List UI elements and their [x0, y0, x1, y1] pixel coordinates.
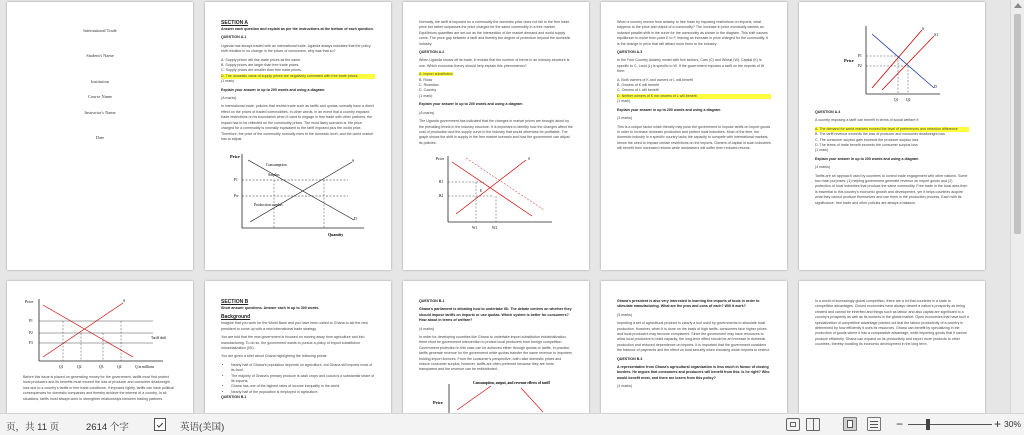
option: C. The consumer surplus gain exceeds the producer surplus loss — [815, 137, 919, 142]
question-a2-text: When Uganda shows off its trade, it reveals that the number of forms in an industry structure is one. Which economic theory should help explain this phenomenon? — [419, 58, 570, 68]
cover-title: International Trade — [83, 28, 117, 33]
option: D. Country — [419, 88, 437, 93]
label-s1: S1 — [934, 33, 939, 37]
label-q2: Q2 — [77, 365, 82, 369]
label-d: D — [934, 85, 937, 89]
marks: (1 mark) — [419, 93, 433, 98]
label-p3: P3 — [29, 341, 33, 345]
scrollbar-up-arrow[interactable] — [1014, 3, 1022, 8]
question-b3-label: QUESTION B.3 — [617, 356, 643, 361]
explain-instruction: Explain your answer in up to 200 words and using a diagram — [815, 156, 919, 161]
zoom-in-button[interactable]: + — [994, 417, 1002, 431]
label-surplus: Surplus — [268, 173, 280, 178]
label-p1: P1 — [234, 178, 238, 183]
chart-title: Consumption, output, and revenue effects of tariff — [473, 380, 550, 385]
question-a4-text: A country imposing a tariff can benefit in terms of social welfare if: — [815, 118, 920, 123]
zoom-slider[interactable] — [908, 424, 992, 425]
focus-mode-icon[interactable] — [786, 418, 800, 431]
question-a1-options — [221, 58, 375, 80]
label-p2: P2 — [858, 64, 862, 68]
body-text: When a country moves from autarky to free trade by imposing restrictions on imports, what happens to the price and output of a commodity? The increase in price eventually causes an outward parallel shift in the curve for the commodity as shown in the diagram. This shift causes equilibrium to move from point E to F, leaving an increase in price charged for the commodity. It is the change in price that will attract more firms to the industry. — [617, 20, 769, 46]
option: D. The terms of trade benefit exceeds the consumer surplus loss — [815, 143, 918, 148]
y-axis-label: Price — [436, 156, 445, 162]
label-p1: P1 — [858, 54, 862, 58]
body-text: You are given a brief about Ghana highlighting the following points: — [221, 354, 328, 359]
option: C. Ricardian — [419, 83, 439, 88]
label-p2: P2 — [29, 331, 33, 335]
question-a3-options — [617, 78, 771, 100]
list-item: • Nearly half of the population is employed in agriculture. — [231, 390, 375, 395]
label-supply: S — [528, 157, 530, 162]
supply-demand-diagram — [842, 22, 942, 104]
zoom-slider-thumb[interactable] — [926, 419, 930, 430]
option: C. Supply prices are smaller than free trade prices. — [221, 68, 302, 73]
page-5[interactable] — [799, 2, 985, 270]
body-text: You are told that the new government is focused on moving away from agriculture and into manufacturing. To do so, the government wants to pursue a policy of import substitution industrialization (ISI). — [221, 335, 365, 351]
answer-text: This is a unique factor which literally may push the government to impose tariffs on import goods in order to increase domestic production and protect local industries. Most of the time, the domestic industry in a specific country lacks the capacity to compete with international markets, hence the need to impose certain restrictions on the imports. Owners of capital in such industries will benefit from increased returns while landowners will suffer from reduced returns. — [617, 124, 771, 151]
explain-instruction: Explain your answer in up to 200 words and using a diagram — [221, 87, 325, 92]
x-axis-label: Quantity — [328, 232, 344, 238]
marks: (1 mark) — [617, 99, 631, 104]
y-axis-label: Price — [433, 399, 443, 405]
page-7[interactable] — [205, 281, 391, 413]
option: B. Ricks — [419, 77, 433, 82]
question-b1-label: QUESTION B.1 — [221, 395, 247, 400]
answer-text: In order for developing countries like Ghana to undertake import substitution industrialization, there must be government intervention to protect local producers from foreign competition. Government protection in this case can be achieved either through quotas or tariffs. In practice, tariffs generate revenue for the government while quotas transfer the same revenue to importers holding import licences. From the consumer's perspective, both raise domestic prices and reduce consumer surplus; however, tariffs are often preferred because they are more transparent and the revenue can be redistributed. — [419, 335, 572, 372]
page-3[interactable] — [403, 2, 589, 270]
label-w1: W1 — [472, 226, 478, 231]
question-a3-label: QUESTION A.3 — [617, 50, 643, 55]
section-a-intro: Answer each question and explain as per the instructions at the bottom of each question. — [221, 27, 374, 31]
answer-text: Tariffs are an approach used by countries to control trade engagement with other nations. Some two main purposes: (1) helping government generate revenue on import goods and (2) protection of local industries that produce the same commodity. Free trade in the local area then is essential to this country's economic growth and development, yet it helps countries acquire what they cannot produce themselves and use them in the production process. Each with its significance, free trade and other policies are always a balance. — [815, 173, 968, 205]
cover-course: Course Name — [87, 94, 113, 100]
explain-instruction: Explain your answer in up to 200 words and using a diagram — [419, 102, 523, 107]
option-highlighted: D. The domestic value of supply prices are negatively correlated with free trade prices. — [221, 74, 375, 79]
option: C. Owners of L will benefit — [617, 88, 659, 93]
tariff-diagram — [228, 148, 368, 238]
question-a1-label: QUESTION A.1 — [221, 35, 247, 40]
question-b2-text: Ghana's president is also very interested in learning the imports of tools in order to stimulate manufacturing. What are the pros and cons of each? Will it work? — [617, 299, 760, 309]
question-a2-options — [419, 72, 573, 94]
label-b1: B1 — [439, 180, 444, 185]
list-item: • Ghana has one of the highest rates of income inequality in the world. — [231, 384, 375, 389]
proofing-icon[interactable] — [154, 418, 166, 431]
question-b3-text: A representative from Ghana's agricultural organization is less much in favour of closing borders. He argues that consumers and producers will benefit from this. Is he right? Who would benefit most, and there are losers from this policy? — [617, 365, 770, 380]
label-s: S — [922, 27, 925, 31]
body-text: Before this issue is placed on generating money for the government, tariffs must first protect local producers and its benefits must exceed the loss of producer and consumer deadweight loss due to a country's tariffs in free trade conditions. If imposed rightly, tariffs can have political consequences for domestic companies and thereby achieve the interest of a country. In all situations, tariffs must always work to strengthen relationships between trading partners. — [23, 375, 174, 401]
list-item: • Nearly half of Ghana's population depends on agriculture, but Ghana still imports most of its food. — [231, 363, 375, 374]
page-count[interactable]: 页，共 11 页 — [6, 422, 60, 433]
page-8[interactable] — [403, 281, 589, 413]
section-a-heading: SECTION A — [221, 20, 249, 26]
y-axis-label: Price — [25, 299, 34, 304]
print-layout-icon[interactable] — [843, 417, 857, 431]
label-q4: Q4 — [117, 365, 122, 369]
explain-instruction: Explain your answer in up to 200 words and using a diagram — [617, 107, 721, 112]
tariff-effects-diagram — [431, 376, 561, 413]
option: A. Both owners of K and owners of L will benefit — [617, 77, 693, 82]
status-bar — [0, 413, 1024, 435]
label-w2: W2 — [492, 226, 498, 231]
body-text: In a world of increasingly global competition, there are a lot that countries in a state to competitive advantages. Closed economies have always viewed a nation's prosperity as being created and cannot be inherited and things such as labour and also capital are significant to a country's prosperity as well as its workers in the global market. Open economies that have built a specialization of competitive advantage pointed out that the labour productivity of a country is determined by how efficiently it uses its resources. Ghana can benefit by specializing in the production of goods where it has a comparative advantage, while importing goods that it cannot produce efficiently. Ghana can expand on its productivity and export more products to other countries, thereby boosting its economic development in the long term. — [815, 299, 969, 347]
scrollbar-thumb[interactable] — [1014, 14, 1021, 234]
brief-list — [221, 363, 375, 395]
option-highlighted: D. Neither owners of K nor owners of L will benefit — [617, 94, 771, 99]
section-b-intro: Short answer questions. Answer each in up to 300 words. — [221, 306, 320, 310]
question-a3-text: In the Four Country Autarky model with five sectors, Cars (C) and Wheat (W), Capital (K) is specific to C, Land (L) is specific to W. If the government imposes a tariff on the imports of W then: — [617, 58, 765, 74]
answer-text: Importing a set of agricultural produce is clearly a tool used by governments to stimulate local production. However, when it is done on the basis of high tariffs, consumers face higher prices and local producers may become complacent. Since the government may have resources to allow local producers to build capacity, the long-term effect should be an increase in domestic production and reduced dependence on imports. It is important that the government considers the balance of payments and the effect on food security when choosing which imports to restrict. — [617, 321, 770, 353]
page-4[interactable] — [601, 2, 787, 270]
cover-institution: Institution — [90, 78, 110, 84]
zoom-out-button[interactable]: − — [896, 417, 904, 431]
language-indicator[interactable]: 英语(美国) — [180, 422, 225, 433]
cover-instructor: Instructor's Name — [84, 109, 116, 115]
option: B. Supply prices are larger than free trade prices. — [221, 63, 300, 68]
question-a4-options — [815, 127, 969, 149]
page-1[interactable] — [7, 2, 193, 270]
marks: (1 mark) — [221, 79, 235, 84]
y-axis-label: Price — [230, 154, 240, 160]
answer-marks: (4 marks) — [617, 384, 633, 389]
page-9[interactable] — [601, 281, 787, 413]
marks: (1 mark) — [815, 148, 829, 153]
list-item: • The majority of Ghana's primary produce is cash crops and cocoa is a substantial share of its exports. — [231, 374, 375, 385]
label-q1: Q1 — [894, 98, 899, 102]
body-text: Imagine that you work for the World Bank and you have been called to Ghana to aid the new president to come up with a new international trade strategy. — [221, 321, 368, 331]
page-6[interactable] — [7, 281, 193, 413]
page-2[interactable] — [205, 2, 391, 270]
label-production-surplus: Production surplus — [254, 203, 283, 208]
read-mode-icon[interactable] — [806, 418, 820, 431]
answer-text: The Uganda government has indicated that the changes in market prices are brought about by the prevailing levels in the industry structure. It is important to identify how the changes affect the cost of production and the supply curve in the industry that would otherwise be profitable. The graph shows the shift in supply in the free market scenario and how the government can adjust its policies. — [419, 119, 573, 145]
label-consumption: Consumption — [266, 163, 287, 168]
supply-shift-diagram — [436, 152, 556, 234]
label-demand: D — [354, 217, 357, 222]
label-q2: Q2 — [906, 98, 911, 102]
page-10[interactable] — [799, 281, 985, 413]
web-layout-icon[interactable] — [867, 417, 881, 431]
answer-marks: (3 marks) — [617, 116, 633, 121]
section-b-heading: SECTION B — [221, 299, 249, 305]
word-count[interactable]: 2614 个字 — [86, 422, 129, 433]
option-highlighted: A. The demand for world markets exceed the level of preferences and retention difference — [815, 127, 969, 132]
answer-text: In international trade, policies that restrict trade such as tariffs and quotas normally have a direct effect on the prices of traded commodities. In other words, in an event that a country imposed trade restrictions on its boundaries when it used to engage in free trade with other partners, the impact has to be reflected on the commodity prices. The most likely scenario is, the price charged for a commodity is normally equivalent to the tariff imposed plus the world price. Therefore, the price of the commodity normally rises to the domestic level, and the world market has to adjust. — [221, 104, 374, 141]
answer-marks: (A marks) — [221, 96, 237, 101]
question-b1-label: QUESTION B.1 — [419, 299, 445, 303]
option: B. Owners of K will benefit — [617, 83, 659, 88]
answer-marks: (A marks) — [419, 110, 435, 115]
x-axis-label: Q in millions — [135, 365, 154, 369]
label-e: E — [480, 189, 483, 194]
option: B. The tariff revenue exceeds the loss of producer and consumer deadweight loss — [815, 132, 945, 137]
zoom-level[interactable]: 30% — [1004, 419, 1022, 429]
body-text: Normally, the tariff is imposed on a commodity the domestic price does not fall to the free trade price but rather surpasses the price charged for the same commodity in a free market. Equilibrium quantities are set out as the intersection of the market demand and world supply curve. The price gap between a tariff and thereby the degree of protection beyond the domestic industry. — [419, 20, 571, 46]
cover-date: Date — [95, 135, 105, 141]
cover-student: Student's Name — [86, 53, 114, 59]
label-b2: B2 — [439, 194, 444, 199]
option-highlighted: A. Import substitution — [419, 72, 453, 77]
option: A. Supply prices will rise trade prices as the same. — [221, 57, 302, 62]
background-heading: Background — [221, 314, 251, 321]
question-a1-text: Uganda has always traded with an international trade. Uganda always indicates that the policy shift resulted in no change in the prices of consumers, why was that so? — [221, 43, 371, 54]
label-q3: Q3 — [99, 365, 104, 369]
tariff-quantity-diagram — [23, 295, 177, 373]
vertical-scrollbar[interactable] — [1010, 0, 1024, 413]
question-a4-label: QUESTION A.4 — [815, 110, 841, 114]
label-supply: S — [352, 159, 355, 164]
label-tariff-shift: Tariff shift — [151, 336, 167, 340]
y-axis-label: Price — [844, 58, 854, 63]
label-s: S — [123, 299, 126, 303]
answer-marks: (3 marks) — [617, 312, 633, 317]
label-pw: Pw — [234, 194, 239, 199]
answer-marks: (4 marks) — [419, 326, 435, 331]
question-b1-text: Ghana's parliament is debating how to undertake ISI. The debate centres on whether they should impose tariffs on imports or use quotas. Which system is better for consumers? How about in terms of welfare? — [419, 307, 572, 323]
answer-marks: (4 marks) — [815, 165, 831, 170]
question-a2-label: QUESTION A.2 — [419, 50, 445, 55]
label-p1: P1 — [29, 319, 33, 323]
label-q1: Q1 — [59, 365, 64, 369]
